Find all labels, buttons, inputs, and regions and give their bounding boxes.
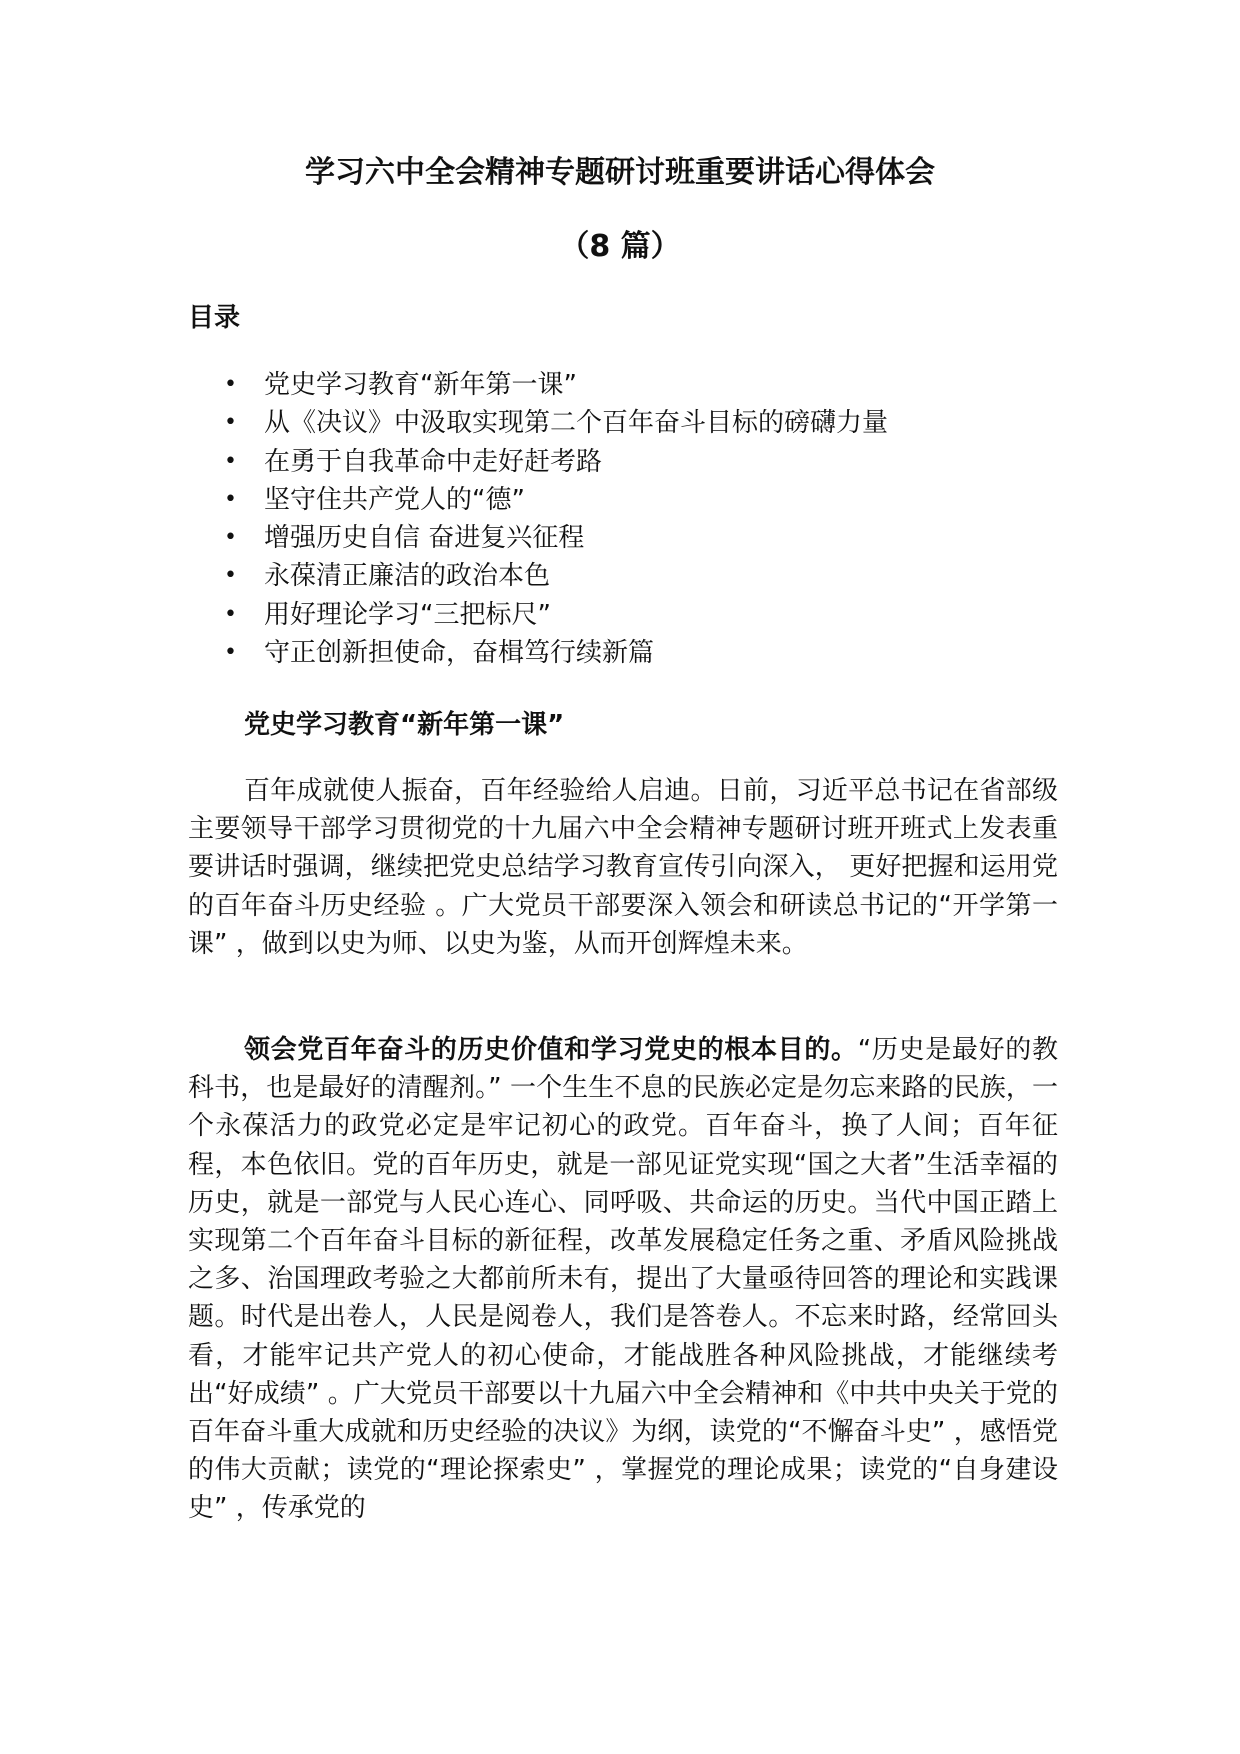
toc-heading: 目录: [188, 303, 241, 333]
toc-item-label: 在勇于自我革命中走好赶考路: [264, 446, 603, 477]
toc-item: [0, 557, 888, 595]
document-title: 学习六中全会精神专题研讨班重要讲话心得体会: [305, 155, 935, 190]
bullet-icon: •: [224, 563, 237, 589]
bullet-icon: •: [224, 486, 237, 512]
bullet-icon: •: [224, 601, 237, 627]
toc-item-label: 坚守住共产党人的“德”: [264, 484, 525, 515]
bullet-icon: •: [224, 372, 237, 397]
bullet-icon: •: [224, 525, 237, 551]
toc-item: [0, 596, 888, 634]
toc-item-label: 从《决议》中汲取实现第二个百年奋斗目标的磅礴力量: [264, 408, 889, 439]
toc-item-label: 守正创新担使命，奋楫笃行续新篇: [264, 638, 655, 669]
body-paragraph: 百年成就使人振奋，百年经验给人启迪。日前，习近平总书记在省部级主要领导干部学习贯彻党的十九届六中全会精神专题研讨班开班式上发表重要讲话时强调，继续把党史总结学习教育宣传引向深入， 更好把握和运用党的百年奋斗历史经验 。广大党员干部要深入领会和研读总书记的“开学第一课” ，做到以史为师、以史为鉴，从而开创辉煌未来。: [188, 776, 1058, 959]
toc-item: [0, 481, 888, 519]
toc-item: [0, 634, 888, 672]
toc-item-label: 党史学习教育“新年第一课”: [264, 370, 577, 400]
bullet-icon: •: [224, 410, 237, 436]
bullet-icon: •: [224, 640, 237, 666]
toc-list: [0, 366, 888, 672]
bullet-icon: •: [224, 448, 237, 474]
toc-item: [0, 366, 888, 404]
paragraph-text: “历史是最好的教科书，也是最好的清醒剂。” 一个生生不息的民族必定是勿忘来路的民族，一个永葆活力的政党必定是牢记初心的政党。百年奋斗，换了人间；百年征程，本色依旧。党的百年历史，就是一部见证党实现“国之大者”生活幸福的历史，就是一部党与人民心连心、同呼吸、共命运的历史。当代中国正踏上实现第二个百年奋斗目标的新征程，改革发展稳定任务之重、矛盾风险挑战之多、治国理政考验之大都前所未有，提出了大量亟待回答的理论和实践课题。时代是出卷人，人民是阅卷人，我们是答卷人。不忘来时路，经常回头看，才能牢记共产党人的初心使命，才能战胜各种风险挑战，才能继续考出“好成绩” 。广大党员干部要以十九届六中全会精神和《中共中央关于党的百年奋斗重大成就和历史经验的决议》为纲，读党的“不懈奋斗史” ，感悟党的伟大贡献；读党的“理论探索史” ，掌握党的理论成果；读党的“自身建设史” ，传承党的: [188, 1035, 1058, 1524]
toc-item: [0, 519, 888, 557]
body-paragraph: [188, 1031, 1058, 1528]
section-heading: 党史学习教育“新年第一课”: [244, 710, 565, 740]
toc-item-label: 用好理论学习“三把标尺”: [264, 599, 551, 630]
toc-item-label: 永葆清正廉洁的政治本色: [264, 561, 551, 592]
paragraph-lead-sentence: 领会党百年奋斗的历史价值和学习党史的根本目的。: [244, 1035, 858, 1065]
toc-item-label: 增强历史自信 奋进复兴征程: [264, 523, 585, 554]
toc-item: [0, 443, 888, 481]
toc-item: [0, 404, 888, 442]
document-title-count: （8 篇）: [559, 229, 681, 264]
